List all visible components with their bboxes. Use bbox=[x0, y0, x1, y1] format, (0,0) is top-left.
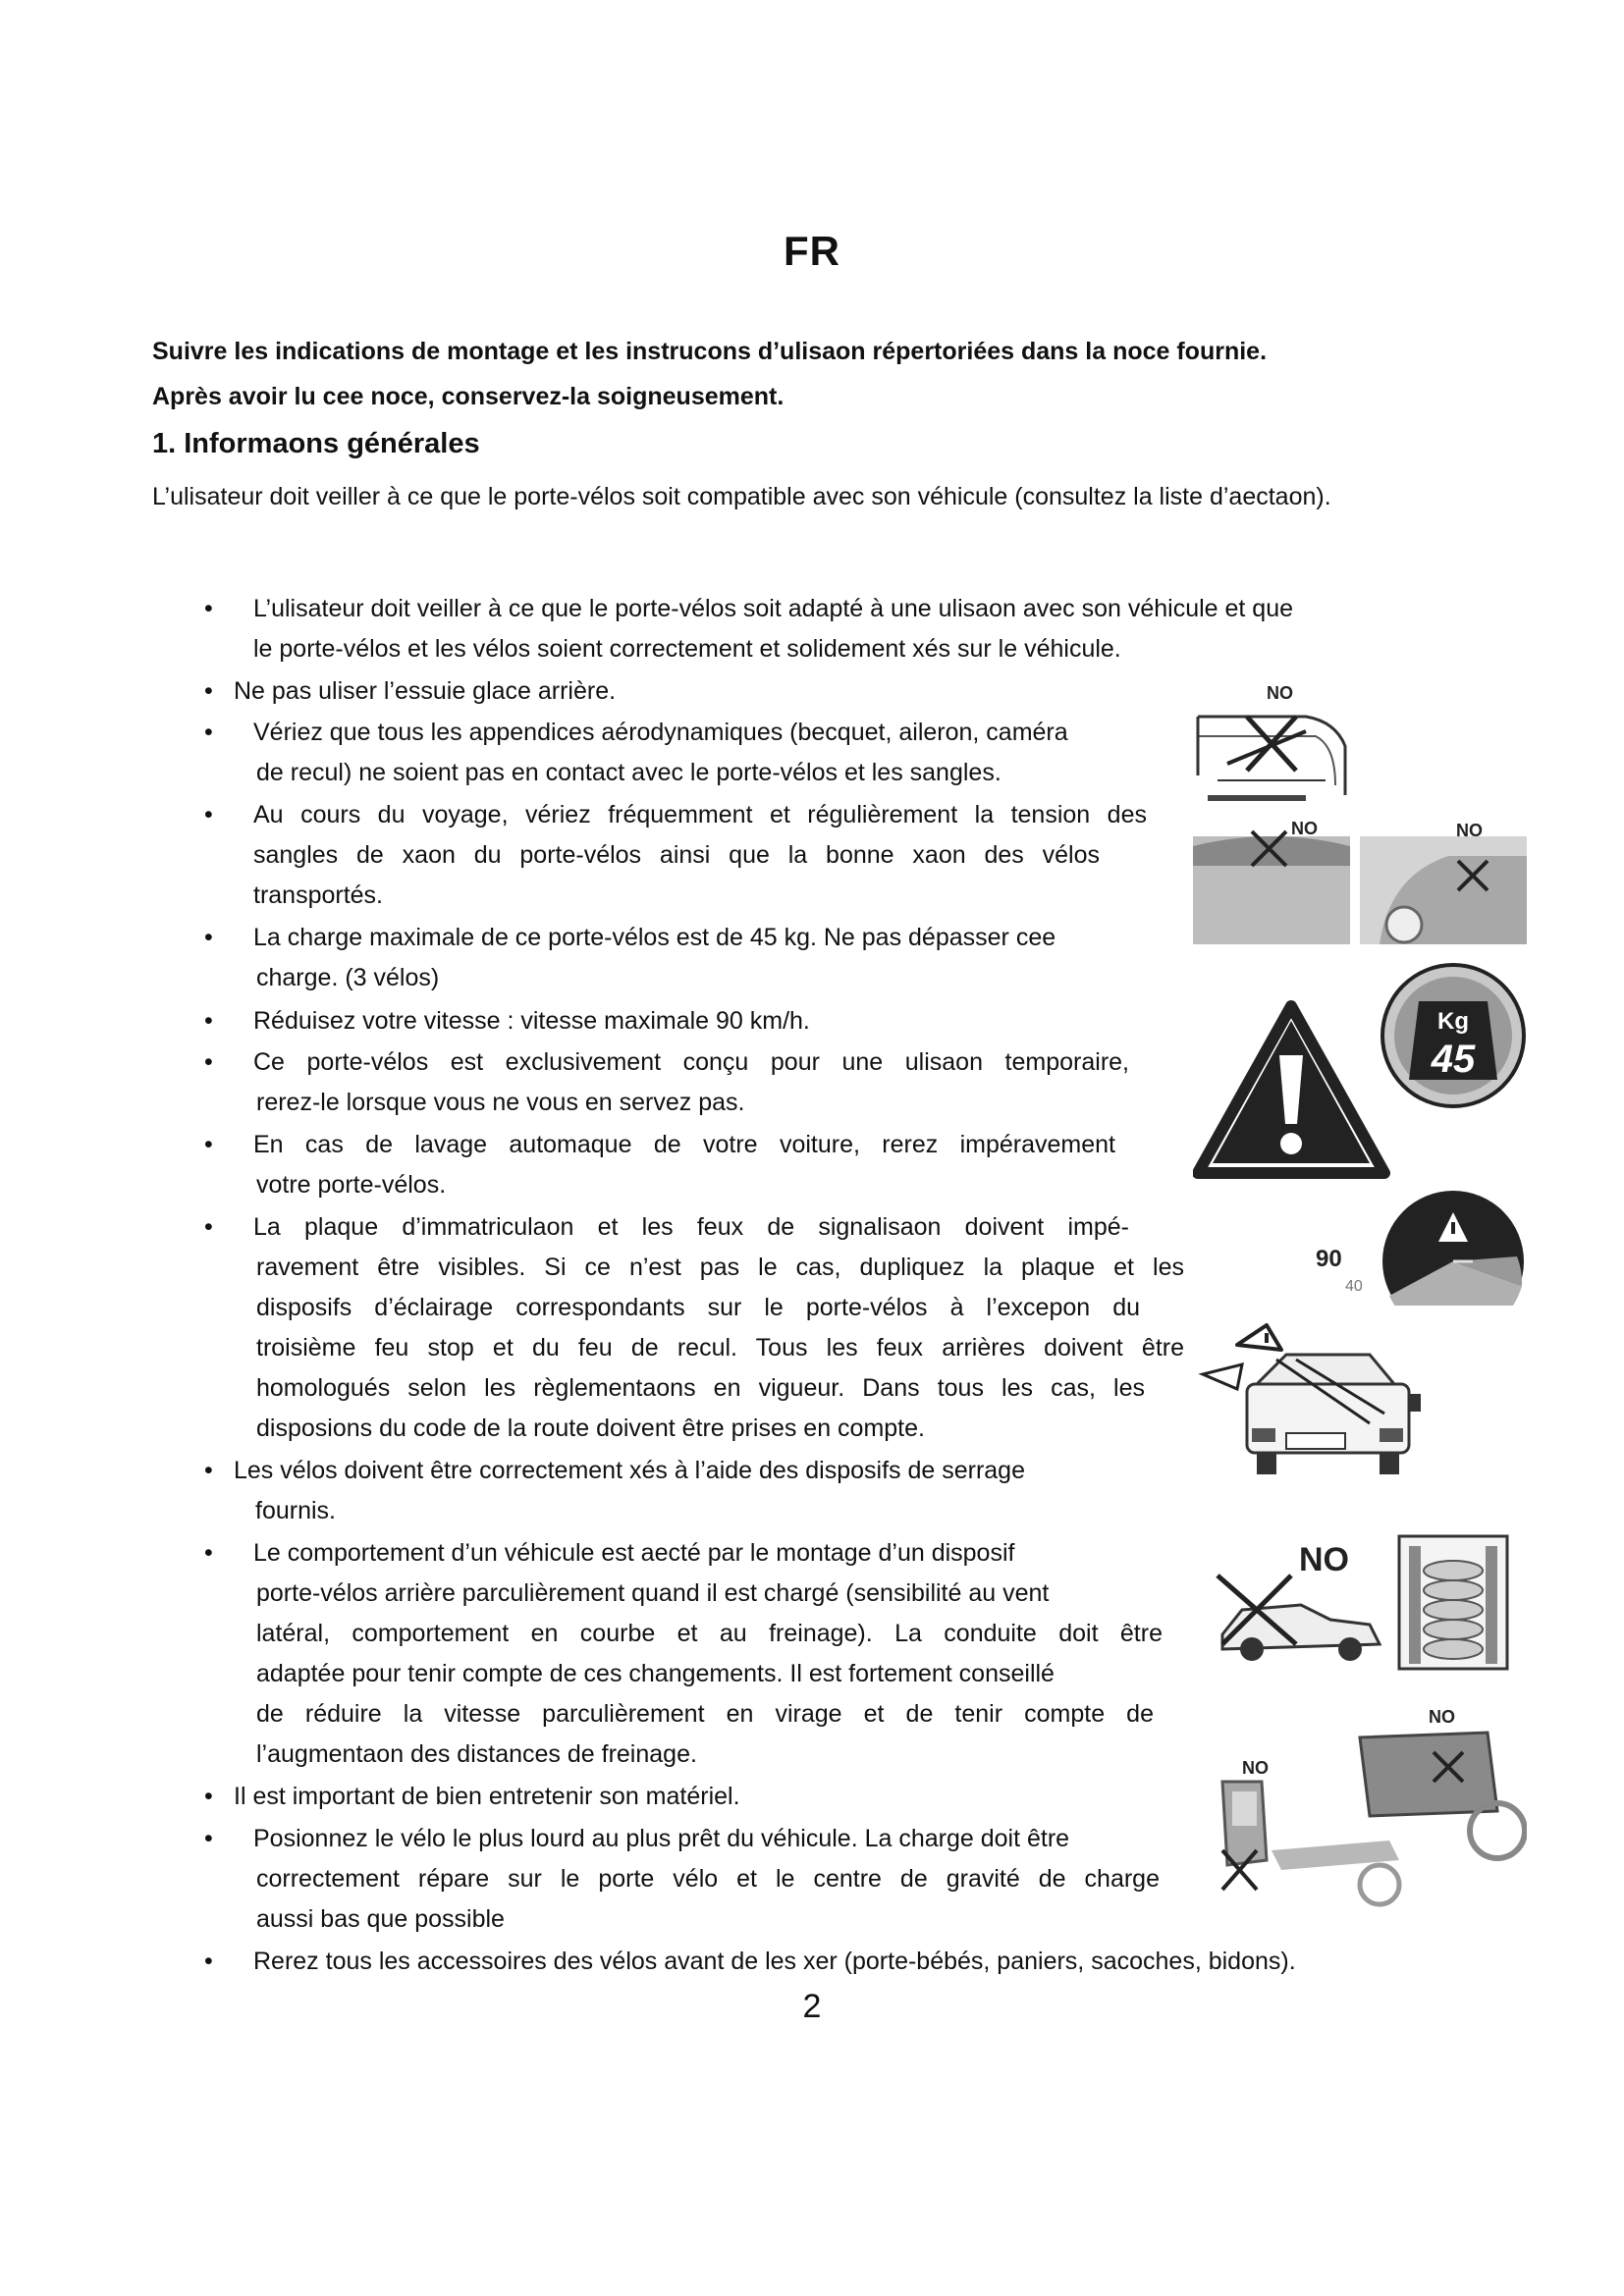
list-item-line: La charge maximale de ce porte-vélos est de 45 kg. Ne pas dépasser cee bbox=[253, 924, 1056, 951]
car-wash-figure bbox=[1193, 1522, 1517, 1674]
speed-max-label: 90 bbox=[1316, 1246, 1342, 1272]
speedometer-figure bbox=[1316, 1188, 1527, 1306]
list-item-line: fournis. bbox=[255, 1497, 336, 1524]
intro-line: Après avoir lu cee noce, conservez-la soigneusement. bbox=[152, 383, 785, 410]
list-item-line: votre porte-vélos. bbox=[256, 1171, 447, 1199]
list-item-line: L’ulisateur doit veiller à ce que le porte-vélos soit adapté à une ulisaon avec son véhicule et que bbox=[253, 595, 1294, 622]
section-paragraph: L’ulisateur doit veiller à ce que le porte-vélos soit compatible avec son véhicule (consultez la liste d’aectaon). bbox=[152, 483, 1331, 510]
bike-accessories-figure bbox=[1193, 1703, 1527, 1909]
no-label: NO bbox=[1291, 819, 1318, 838]
list-item-line: sangles de xaon du porte-vélos ainsi que la bonne xaon des vélos bbox=[253, 841, 1100, 869]
list-item-line: de réduire la vitesse parculièrement en virage et de tenir compte de bbox=[256, 1700, 1154, 1728]
intro-block bbox=[152, 329, 1448, 419]
car-rear-figure bbox=[1198, 1315, 1434, 1512]
list-item-line: Vériez que tous les appendices aérodynamiques (becquet, aileron, caméra bbox=[253, 719, 1068, 746]
bullet-dot: • bbox=[204, 1825, 213, 1852]
list-item-line: Les vélos doivent être correctement xés à l’aide des disposifs de serrage bbox=[234, 1457, 1025, 1484]
intro-line: Suivre les indications de montage et les instrucons d’ulisaon répertoriées dans la noce fournie. bbox=[152, 338, 1268, 365]
bullet-dot: • bbox=[204, 1048, 213, 1076]
no-label: NO bbox=[1242, 1758, 1269, 1778]
list-item-line: homologués selon les règlementaons en vigueur. Dans tous les cas, les bbox=[256, 1374, 1145, 1402]
no-label: NO bbox=[1299, 1541, 1349, 1578]
spoiler-figure bbox=[1193, 817, 1527, 949]
bullet-dot: • bbox=[204, 1131, 213, 1158]
list-item-line: le porte-vélos et les vélos soient correctement et solidement xés sur le véhicule. bbox=[253, 635, 1121, 663]
list-item-line: Il est important de bien entretenir son matériel. bbox=[234, 1783, 740, 1810]
no-label: NO bbox=[1267, 683, 1293, 703]
bullet-dot: • bbox=[204, 719, 213, 746]
list-item-line: En cas de lavage automaque de votre voiture, rerez impéravement bbox=[253, 1131, 1115, 1158]
list-item-line: troisième feu stop et du feu de recul. Tous les feux arrières doivent être bbox=[256, 1334, 1184, 1362]
bullet-dot: • bbox=[204, 677, 213, 705]
bullet-dot: • bbox=[204, 1948, 213, 1975]
list-item-line: aussi bas que possible bbox=[256, 1905, 505, 1933]
list-item-line: Rerez tous les accessoires des vélos avant de les xer (porte-bébés, paniers, sacoches, bidons). bbox=[253, 1948, 1296, 1975]
list-item-line: Ce porte-vélos est exclusivement conçu pour une ulisaon temporaire, bbox=[253, 1048, 1129, 1076]
list-item-line: correctement répare sur le porte vélo et le centre de gravité de charge bbox=[256, 1865, 1160, 1893]
list-item-line: ravement être visibles. Si ce n’est pas le cas, dupliquez la plaque et les bbox=[256, 1254, 1184, 1281]
list-item-line: de recul) ne soient pas en contact avec le porte-vélos et les sangles. bbox=[256, 759, 1001, 786]
list-item-line: Réduisez votre vitesse : vitesse maximale 90 km/h. bbox=[253, 1007, 810, 1035]
list-item-line: disposions du code de la route doivent être prises en compte. bbox=[256, 1415, 925, 1442]
list-item-line: Posionnez le vélo le plus lourd au plus prêt du véhicule. La charge doit être bbox=[253, 1825, 1070, 1852]
warning-weight-figure bbox=[1193, 962, 1527, 1183]
list-item-line: rerez-le lorsque vous ne vous en servez pas. bbox=[256, 1089, 745, 1116]
weight-value: 45 bbox=[1431, 1038, 1476, 1081]
list-item-line: latéral, comportement en courbe et au freinage). La conduite doit être bbox=[256, 1620, 1163, 1647]
list-item-line: porte-vélos arrière parculièrement quand il est chargé (sensibilité au vent bbox=[256, 1579, 1050, 1607]
bullet-dot: • bbox=[204, 1213, 213, 1241]
no-label: NO bbox=[1456, 821, 1483, 840]
list-item-line: Au cours du voyage, vériez fréquemment et régulièrement la tension des bbox=[253, 801, 1147, 828]
section-title: 1. Informaons générales bbox=[152, 428, 480, 459]
list-item-line: l’augmentaon des distances de freinage. bbox=[256, 1740, 697, 1768]
list-item-line: La plaque d’immatriculaon et les feux de signalisaon doivent impé- bbox=[253, 1213, 1129, 1241]
bullet-dot: • bbox=[204, 1783, 213, 1810]
bullet-dot: • bbox=[204, 1007, 213, 1035]
weight-unit: Kg bbox=[1437, 1008, 1469, 1035]
list-item-line: Le comportement d’un véhicule est aecté par le montage d’un disposif bbox=[253, 1539, 1015, 1567]
list-item-line: disposifs d’éclairage correspondants sur le porte-vélos à l’excepon du bbox=[256, 1294, 1140, 1321]
list-item-line: adaptée pour tenir compte de ces changements. Il est fortement conseillé bbox=[256, 1660, 1055, 1687]
speed-low-label: 40 bbox=[1345, 1278, 1363, 1295]
list-item-line: Ne pas uliser l’essuie glace arrière. bbox=[234, 677, 617, 705]
bullet-dot: • bbox=[204, 595, 213, 622]
bullet-dot: • bbox=[204, 1457, 213, 1484]
list-item-line: charge. (3 vélos) bbox=[256, 964, 440, 991]
page-number: 2 bbox=[802, 1988, 822, 2025]
no-label: NO bbox=[1429, 1707, 1455, 1727]
bullet-dot: • bbox=[204, 924, 213, 951]
list-item-line: transportés. bbox=[253, 881, 384, 909]
bullet-dot: • bbox=[204, 1539, 213, 1567]
language-header: FR bbox=[784, 228, 840, 274]
rear-wiper-figure bbox=[1188, 677, 1355, 815]
bullet-dot: • bbox=[204, 801, 213, 828]
